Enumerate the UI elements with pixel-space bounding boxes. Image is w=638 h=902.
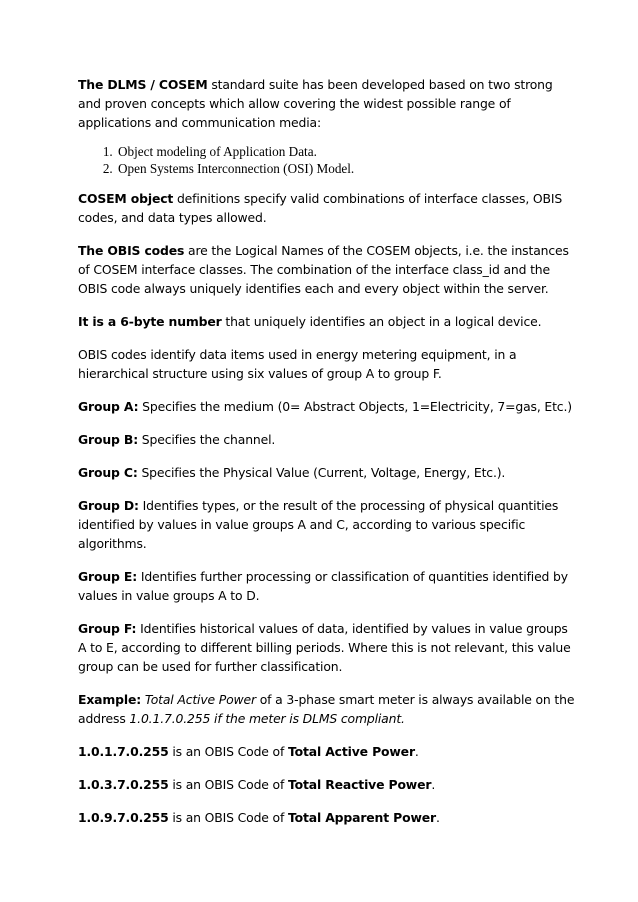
six-byte-bold: It is a 6-byte number: [78, 314, 222, 329]
example-text: of a 3-phase smart meter is always available on the address: [78, 692, 575, 726]
obis-code: 1.0.1.7.0.255: [78, 744, 169, 759]
code-active-paragraph: [78, 742, 578, 761]
list-item: 2. Open Systems Interconnection (OSI) Model.: [116, 161, 578, 178]
group-b-paragraph: [78, 430, 578, 449]
example-italic-power: Total Active Power: [144, 692, 256, 707]
code-apparent-paragraph: [78, 808, 578, 827]
example-label: Example:: [78, 692, 142, 707]
group-c-paragraph: [78, 463, 578, 482]
code-name: Total Reactive Power: [287, 777, 432, 792]
group-e-paragraph: [78, 567, 578, 605]
group-text: Specifies the Physical Value (Current, Voltage, Energy, Etc.).: [137, 465, 506, 480]
group-text: Specifies the medium (0= Abstract Objects, 1=Electricity, 7=gas, Etc.): [138, 399, 572, 414]
six-byte-text: that uniquely identifies an object in a logical device.: [221, 314, 542, 329]
code-name: Total Active Power: [287, 744, 415, 759]
group-text: Specifies the channel.: [138, 432, 276, 447]
group-text: Identifies further processing or classification of quantities identified by values in value groups A to D.: [78, 569, 568, 603]
code-reactive-paragraph: [78, 775, 578, 794]
concepts-list: [78, 144, 578, 177]
intro-bold: The DLMS / COSEM: [78, 77, 208, 92]
group-d-paragraph: [78, 496, 578, 553]
obis-codes-bold: The OBIS codes: [78, 243, 185, 258]
group-text: Identifies historical values of data, identified by values in value groups A to E, according to different billing periods. Where this is not relevant, this value group can be used for further classification.: [78, 621, 571, 674]
group-label: Group A:: [78, 399, 139, 414]
code-text: is an OBIS Code of: [168, 810, 288, 825]
obis-code: 1.0.3.7.0.255: [78, 777, 169, 792]
group-label: Group C:: [78, 465, 138, 480]
code-name: Total Apparent Power: [287, 810, 436, 825]
intro-paragraph: [78, 75, 578, 132]
group-label: Group B:: [78, 432, 138, 447]
example-italic-address: 1.0.1.7.0.255 if the meter is DLMS compliant.: [129, 711, 405, 726]
cosem-object-paragraph: [78, 189, 578, 227]
intro-text: standard suite has been developed based on two strong and proven concepts which allow covering the widest possible range of applications and communication media:: [78, 77, 553, 130]
obis-codes-paragraph: [78, 241, 578, 298]
code-end: .: [435, 810, 440, 825]
cosem-object-text: definitions specify valid combinations of interface classes, OBIS codes, and data types allowed.: [78, 191, 563, 225]
code-end: .: [414, 744, 419, 759]
list-item: 1. Object modeling of Application Data.: [116, 144, 578, 161]
group-label: Group F:: [78, 621, 137, 636]
six-byte-paragraph: [78, 312, 578, 331]
code-text: is an OBIS Code of: [168, 777, 288, 792]
cosem-object-bold: COSEM object: [78, 191, 174, 206]
document-body: [78, 75, 578, 841]
group-a-paragraph: [78, 397, 578, 416]
code-end: .: [431, 777, 436, 792]
group-f-paragraph: [78, 619, 578, 676]
obis-codes-text: are the Logical Names of the COSEM objects, i.e. the instances of COSEM interface classes. The combination of the interface class_id and the OBIS code always uniquely identifies each and every object within the server.: [78, 243, 569, 296]
group-label: Group D:: [78, 498, 139, 513]
obis-code: 1.0.9.7.0.255: [78, 810, 169, 825]
group-label: Group E:: [78, 569, 138, 584]
hierarchy-paragraph: OBIS codes identify data items used in energy metering equipment, in a hierarchical structure using six values of group A to group F.: [78, 347, 517, 381]
code-text: is an OBIS Code of: [168, 744, 288, 759]
group-text: Identifies types, or the result of the processing of physical quantities identified by values in value groups A and C, according to various specific algorithms.: [78, 498, 559, 551]
example-paragraph: [78, 690, 578, 728]
